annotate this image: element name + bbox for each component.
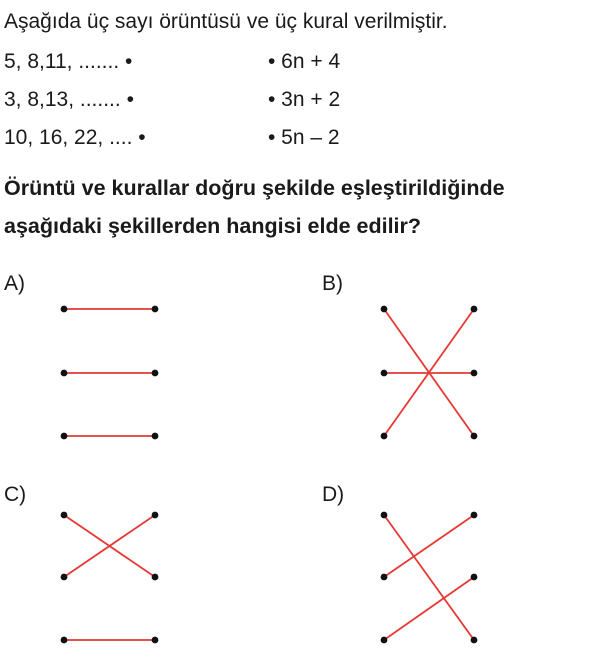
left-dot-3 — [61, 637, 68, 644]
pattern-2: 3, 8,13, ....... • — [4, 88, 134, 111]
option-b-label[interactable]: B) — [322, 272, 343, 295]
rule-1: • 6n + 4 — [268, 50, 341, 73]
connection-line-2 — [384, 515, 474, 577]
right-dot-3 — [471, 433, 478, 440]
left-dot-2 — [61, 370, 68, 377]
right-dot-3 — [152, 637, 159, 644]
right-dot-2 — [152, 574, 159, 581]
right-dot-1 — [471, 306, 478, 313]
left-dot-2 — [381, 574, 388, 581]
left-dot-2 — [381, 370, 388, 377]
option-a-label[interactable]: A) — [4, 272, 25, 295]
pattern-3: 10, 16, 22, .... • — [4, 126, 146, 149]
right-dot-1 — [152, 512, 159, 519]
intro-text: Aşağıda üç sayı örüntüsü ve üç kural verilmiştir. — [4, 10, 448, 33]
left-dot-3 — [381, 637, 388, 644]
question-line-2: aşağıdaki şekillerden hangisi elde edilir? — [4, 214, 422, 238]
right-dot-1 — [471, 512, 478, 519]
left-dot-3 — [61, 433, 68, 440]
left-dot-1 — [381, 306, 388, 313]
right-dot-3 — [471, 637, 478, 644]
left-dot-1 — [61, 512, 68, 519]
rule-3: • 5n – 2 — [268, 126, 340, 149]
right-dot-2 — [471, 370, 478, 377]
connection-line-1 — [384, 515, 474, 640]
question-line-1: Örüntü ve kurallar doğru şekilde eşleştirildiğinde — [4, 176, 505, 200]
option-a-diagram[interactable] — [61, 306, 159, 440]
pattern-1: 5, 8,11, ....... • — [4, 50, 133, 73]
left-dot-1 — [381, 512, 388, 519]
right-dot-1 — [152, 306, 159, 313]
right-dot-2 — [152, 370, 159, 377]
option-b-diagram[interactable] — [381, 306, 478, 440]
option-c-diagram[interactable] — [61, 512, 159, 644]
option-d-diagram[interactable] — [381, 512, 478, 644]
option-c-label[interactable]: C) — [4, 483, 27, 506]
connection-line-3 — [384, 577, 474, 640]
right-dot-3 — [152, 433, 159, 440]
right-dot-2 — [471, 574, 478, 581]
left-dot-2 — [61, 574, 68, 581]
left-dot-1 — [61, 306, 68, 313]
left-dot-3 — [381, 433, 388, 440]
rule-2: • 3n + 2 — [268, 88, 341, 111]
option-d-label[interactable]: D) — [322, 483, 345, 506]
